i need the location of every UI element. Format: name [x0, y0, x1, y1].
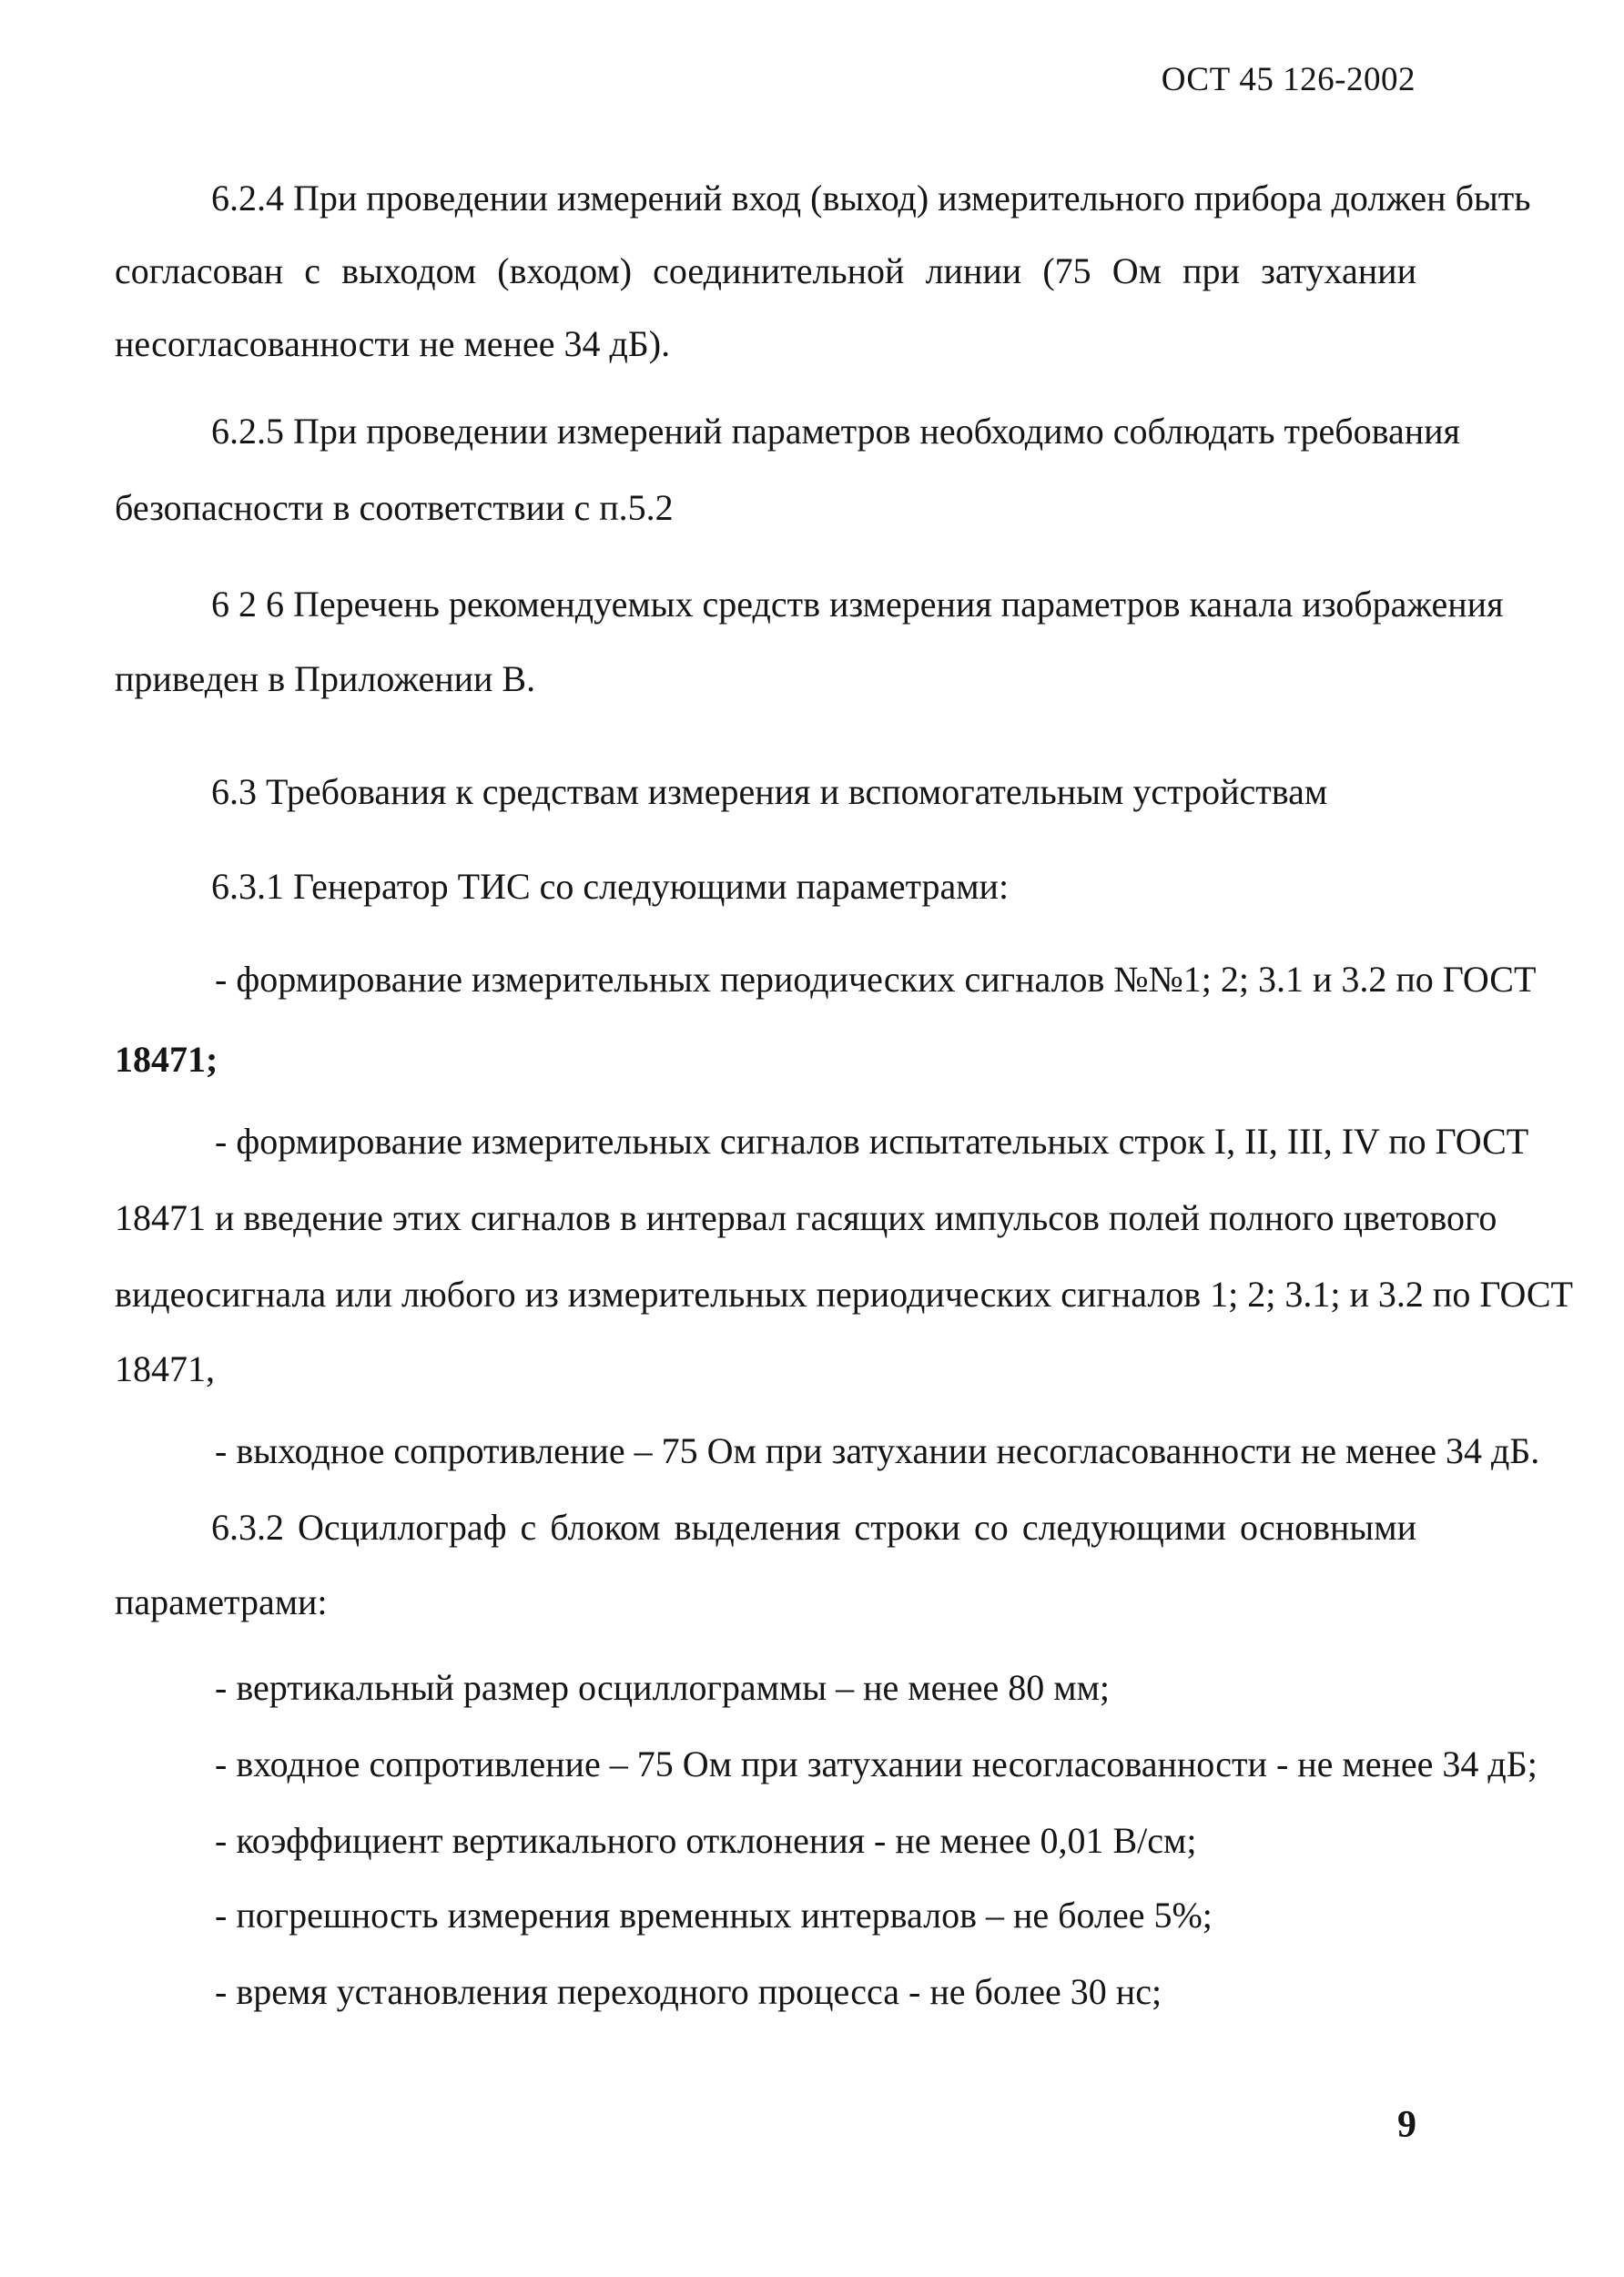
section-6-3-heading: 6.3 Требования к средствам измерения и вспомогательным устройствам	[211, 771, 1328, 812]
item-scope-deflection-coefficient: - коэффициент вертикального отклонения - не менее 0,01 В/см;	[215, 1820, 1197, 1861]
para-6-3-2-line-1: 6.3.2 Осциллограф с блоком выделения строки со следующими основными	[211, 1507, 1416, 1548]
standard-code-header: ОСТ 45 126-2002	[1161, 61, 1416, 98]
para-6-3-2-line-2: параметрами:	[115, 1581, 328, 1622]
item-generator-test-lines-3: видеосигнала или любого из измерительных периодических сигналов 1; 2; 3.1; и 3.2 по ГОСТ	[115, 1274, 1573, 1315]
item-generator-test-lines-4: 18471,	[115, 1348, 215, 1389]
item-generator-periodic-signals: - формирование измерительных периодических сигналов №№1; 2; 3.1 и 3.2 по ГОСТ	[215, 959, 1537, 1000]
para-6-2-4-line-3: несогласованности не менее 34 дБ).	[115, 323, 671, 364]
item-generator-output-impedance: - выходное сопротивление – 75 Ом при затухании несогласованности не менее 34 дБ.	[215, 1430, 1540, 1471]
para-6-3-1-heading: 6.3.1 Генератор ТИС со следующими параметрами:	[211, 866, 1010, 907]
item-generator-test-lines-1: - формирование измерительных сигналов испытательных строк I, II, III, IV по ГОСТ	[215, 1121, 1529, 1162]
para-6-2-5-line-2: безопасности в соответствии с п.5.2	[115, 487, 674, 528]
para-6-2-5-line-1: 6.2.5 При проведении измерений параметров необходимо соблюдать требования	[211, 411, 1460, 452]
item-scope-settling-time: - время установления переходного процесса - не более 30 нс;	[215, 1971, 1162, 2012]
para-6-2-4-line-2: согласован с выходом (входом) соединительной линии (75 Ом при затухании	[115, 250, 1416, 291]
item-generator-periodic-signals-cont: 18471;	[115, 1039, 218, 1080]
para-6-2-6-line-1: 6 2 6 Перечень рекомендуемых средств измерения параметров канала изображения	[211, 584, 1504, 625]
item-generator-test-lines-2: 18471 и введение этих сигналов в интервал гасящих импульсов полей полного цветового	[115, 1197, 1497, 1238]
para-6-2-6-line-2: приведен в Приложении В.	[115, 658, 536, 699]
item-scope-vertical-size: - вертикальный размер осциллограммы – не менее 80 мм;	[215, 1667, 1110, 1708]
item-scope-input-impedance: - входное сопротивление – 75 Ом при затухании несогласованности - не менее 34 дБ;	[215, 1743, 1538, 1784]
item-scope-time-error: - погрешность измерения временных интервалов – не более 5%;	[215, 1895, 1213, 1936]
para-6-2-4-line-1: 6.2.4 При проведении измерений вход (выход) измерительного прибора должен быть	[211, 178, 1531, 219]
page-number: 9	[1397, 2104, 1416, 2146]
